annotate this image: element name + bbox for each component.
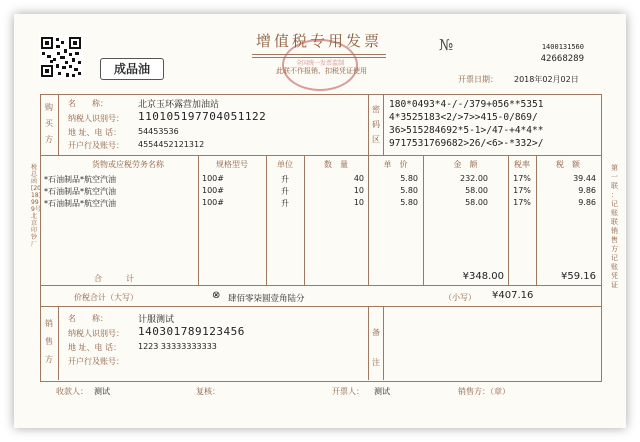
table-row: [40, 186, 600, 198]
grand-total-label: 价税合计（大写）: [74, 293, 138, 302]
copy-designation-char: 联: [611, 218, 618, 226]
qr-code-icon: [39, 35, 83, 79]
drawer-name: 测试: [374, 387, 390, 396]
copy-designation-char: 记: [611, 254, 618, 262]
invoice-date: 2018年02月02日: [514, 75, 579, 84]
seller-tax-id: 140301789123456: [138, 325, 245, 338]
payee-name: 测试: [94, 387, 110, 396]
items-header-amount: 金 额: [453, 160, 478, 169]
invoice-paper: [14, 14, 626, 428]
items-header-tax: 税 额: [556, 160, 580, 169]
buyer-tax-id-label: 纳税人识别号：: [68, 114, 124, 123]
printer-note: 税总函[2018]999号北京印钞厂: [31, 164, 41, 248]
copy-designation-char: 方: [611, 245, 618, 253]
buyer-tax-id: 110105197704051122: [138, 110, 267, 123]
item-rate: 17%: [513, 198, 531, 207]
copy-designation-char: ：: [611, 191, 618, 199]
remarks-label-divider: [383, 306, 384, 380]
copy-designation-char: 账: [611, 263, 618, 271]
item-amount: 58.00: [465, 186, 488, 195]
copy-designation-char: 第: [611, 164, 618, 172]
seller-remarks-divider: [368, 306, 369, 380]
items-header-qty: 数 量: [324, 160, 348, 169]
items-header-spec: 规格型号: [216, 160, 248, 169]
item-rate: 17%: [513, 186, 531, 195]
seller-tax-id-label: 纳税人识别号：: [68, 329, 124, 338]
copy-designation-char: 一: [611, 173, 618, 181]
buyer-bank: 4554452121312: [138, 140, 205, 149]
buyer-address-label: 地 址、电 话：: [68, 128, 122, 137]
total-tax: ¥59.16: [561, 271, 596, 282]
items-header-name: 货物或应税劳务名称: [92, 160, 164, 169]
title-underline-2: [252, 57, 386, 58]
item-qty: 10: [353, 186, 364, 195]
buyer-name-label: 名 称：: [68, 99, 108, 108]
password-label-divider: [383, 94, 384, 155]
product-type-tag: 成品油: [100, 58, 164, 80]
items-header-unit: 单位: [277, 160, 293, 169]
buyer-section-label: 购 买 方: [45, 103, 53, 144]
invoice-date-label: 开票日期：: [458, 75, 498, 84]
copy-designation-char: 证: [611, 281, 618, 289]
item-price: 5.80: [400, 174, 418, 183]
copy-designation-char: 售: [611, 236, 618, 244]
seller-name-label: 名 称：: [68, 314, 108, 323]
item-rate: 17%: [513, 174, 531, 183]
item-name: *石油制品*航空汽油: [44, 199, 116, 208]
copy-designation-char: 凭: [611, 272, 618, 280]
total-amount: ¥348.00: [462, 271, 504, 282]
table-row: [40, 198, 600, 210]
seller-address: 1223 33333333333: [138, 342, 217, 351]
item-qty: 40: [353, 174, 364, 183]
payee-label: 收款人：: [56, 387, 88, 396]
item-tax: 9.86: [578, 198, 596, 207]
divider-total-seller: [40, 306, 601, 307]
item-spec: 100#: [202, 174, 224, 183]
item-amount: 58.00: [465, 198, 488, 207]
table-row: [40, 174, 600, 186]
seller-address-label: 地 址、电 话：: [68, 343, 122, 352]
item-name: *石油制品*航空汽油: [44, 175, 116, 184]
item-tax: 39.44: [573, 174, 596, 183]
copy-designation-char: 联: [611, 182, 618, 190]
totals-label: 合 计: [94, 274, 134, 283]
grand-total-small: ¥407.16: [492, 290, 534, 301]
divider-buyer-items: [40, 155, 601, 156]
item-amount: 232.00: [460, 174, 488, 183]
item-unit: 升: [281, 175, 289, 184]
item-spec: 100#: [202, 198, 224, 207]
seller-stamp-label: 销售方：（章）: [458, 387, 510, 396]
invoice-no-symbol: №: [439, 36, 454, 54]
item-price: 5.80: [400, 186, 418, 195]
items-header-rate: 税率: [514, 160, 530, 169]
reviewer-label: 复核：: [196, 387, 220, 396]
copy-designation: [610, 164, 619, 290]
invoice-code: 1400131560: [541, 43, 584, 51]
buyer-label-divider: [58, 94, 59, 155]
seller-name: 计服测试: [138, 315, 175, 325]
buyer-bank-label: 开户行及账号：: [68, 141, 124, 150]
title-underline-1: [252, 54, 386, 55]
item-tax: 9.86: [578, 186, 596, 195]
copy-designation-char: 销: [611, 227, 618, 235]
divider-items-total: [40, 285, 601, 286]
password-area-code: 180*0493*4-/-/379+056**5351 4*3525183<2/>7>>415-0/869/ 36>515284692*5-1>/47-+4*4** 9717531769682>26/<6>-*332>/: [389, 99, 544, 149]
copy-designation-char: 记: [611, 200, 618, 208]
invoice-number: 42668289: [540, 54, 584, 64]
buyer-address: 54453536: [138, 127, 179, 136]
seller-section-label: 销 售 方: [45, 319, 53, 364]
invoice-subtitle: 此联不作报销、扣税凭证使用: [276, 67, 367, 75]
seller-label-divider: [58, 306, 59, 380]
remarks-label: 备 注: [372, 328, 380, 367]
item-unit: 升: [281, 199, 289, 208]
small-label: （小写）: [444, 293, 476, 302]
drawer-label: 开票人：: [332, 387, 364, 396]
item-unit: 升: [281, 187, 289, 196]
items-header-price: 单 价: [383, 160, 408, 169]
total-chinese-symbol: ⊗: [212, 290, 221, 301]
password-area-label: 密 码 区: [372, 105, 380, 144]
seller-bank-label: 开户行及账号：: [68, 357, 124, 366]
buyer-name: 北京玉环露营加油站: [138, 100, 220, 110]
invoice-title: 增值税专用发票: [255, 32, 382, 50]
item-spec: 100#: [202, 186, 224, 195]
copy-designation-char: 账: [611, 209, 618, 217]
item-qty: 10: [353, 198, 364, 207]
item-price: 5.80: [400, 198, 418, 207]
buyer-password-divider: [368, 94, 369, 155]
seal-text: 全国统一发票监制: [295, 60, 344, 67]
items-table-body: [40, 174, 600, 210]
item-name: *石油制品*航空汽油: [44, 187, 116, 196]
grand-total-chinese: 肆佰零柒圆壹角陆分: [228, 294, 305, 304]
